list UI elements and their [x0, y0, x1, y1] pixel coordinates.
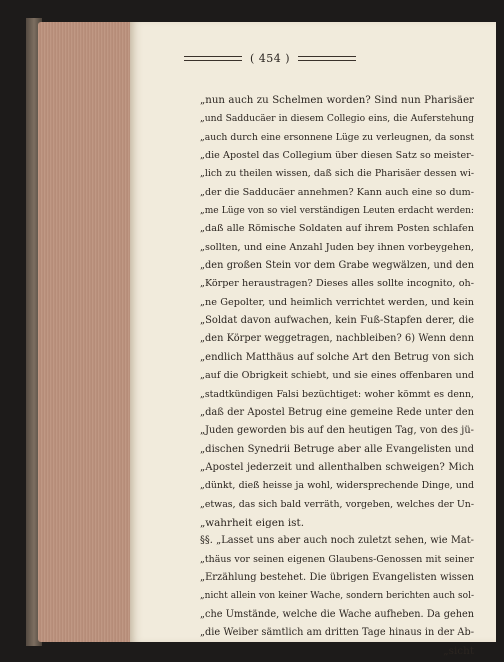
body-text	[200, 92, 474, 661]
text-line: „endlich Matthäus auf solche Art den Betrug von sich	[200, 351, 474, 363]
text-line: „thäus vor seinen eigenen Glaubens-Genossen mit seiner	[200, 553, 474, 565]
text-line: „etwas, das sich bald verräth, vorgeben, welches der Un-	[200, 498, 474, 510]
text-line: §§. „Lasset uns aber auch noch zuletzt sehen, wie Mat-	[200, 535, 474, 547]
text-line: „Erzählung bestehet. Die übrigen Evangelisten wissen	[200, 571, 474, 583]
text-line: „dischen Synedrii Betruge aber alle Evangelisten und	[200, 443, 474, 455]
text-line: „nun auch zu Schelmen worden? Sind nun Pharisäer	[200, 95, 474, 106]
text-line: „den Körper weggetragen, nachbleiben? 6) Wenn denn	[200, 333, 474, 345]
text-line: „me Lüge von so viel verständigen Leuten erdacht werden:	[200, 206, 474, 217]
text-line: „ne Gepolter, und heimlich verrichtet werden, und kein	[200, 296, 474, 308]
header-rule-left	[184, 56, 242, 61]
page-number: ( 454 )	[249, 51, 291, 65]
text-line: „Soldat davon aufwachen, kein Fuß-Stapfen derer, die	[200, 315, 474, 327]
text-line: „nicht allein von keiner Wache, sondern berichten auch sol-	[200, 591, 474, 602]
text-line: „stadtkündigen Falsi bezüchtiget: woher kömmt es denn,	[200, 388, 474, 400]
text-line: „auf die Obrigkeit schiebt, und sie eines offenbaren und	[200, 370, 474, 382]
text-line: „wahrheit eigen ist.	[200, 516, 304, 529]
text-line: „daß der Apostel Betrug eine gemeine Rede unter den	[200, 406, 474, 418]
catchword: „sicht	[443, 645, 474, 658]
text-line: „lich zu theilen wissen, daß sich die Pharisäer dessen wi-	[200, 168, 474, 180]
text-line: „auch durch eine ersonnene Lüge zu verleugnen, da sonst	[200, 131, 474, 143]
text-line: „Juden geworden bis auf den heutigen Tag, von des jü-	[200, 425, 474, 437]
text-line: „der die Sadducäer annehmen? Kann auch eine so dum-	[200, 186, 474, 198]
text-line: „den großen Stein vor dem Grabe wegwälzen, und den	[200, 260, 474, 272]
text-line: „und Sadducäer in diesem Collegio eins, die Auferstehung	[200, 113, 474, 125]
text-line: „dünkt, dieß heisse ja wohl, widersprechende Dinge, und	[200, 480, 474, 492]
text-line: „die Apostel das Collegium über diesen Satz so meister-	[200, 150, 474, 162]
text-line: „die Weiber sämtlich am dritten Tage hinaus in der Ab-	[200, 626, 474, 638]
text-line: „che Umstände, welche die Wache aufheben. Da gehen	[200, 608, 474, 620]
page-header	[110, 50, 430, 66]
text-line: „Körper heraustragen? Dieses alles sollte incognito, oh-	[200, 278, 474, 290]
text-line: „Apostel jederzeit und allenthalben schweigen? Mich	[200, 461, 474, 473]
header-rule-right	[298, 56, 356, 61]
page-edges	[38, 22, 134, 642]
text-line: „daß alle Römische Soldaten auf ihrem Posten schlafen	[200, 223, 474, 235]
text-line: „sollten, und eine Anzahl Juden bey ihnen vorbeygehen,	[200, 241, 474, 253]
